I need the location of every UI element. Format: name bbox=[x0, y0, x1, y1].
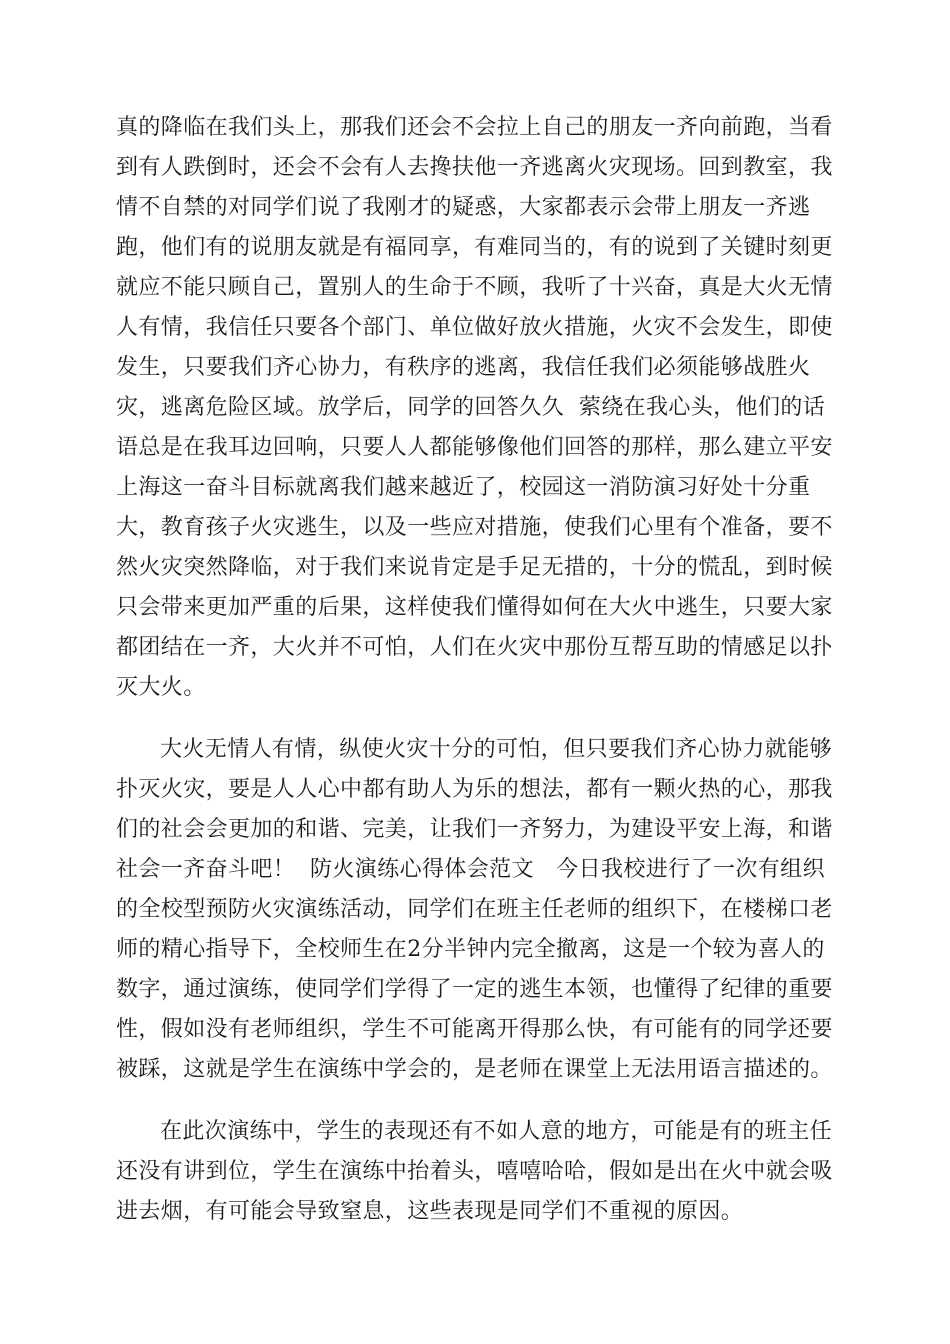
paragraph-line: 性，假如没有老师组织，学生不可能离开得那么快，有可能有的同学还要 bbox=[116, 1017, 833, 1042]
paragraph-line: 扑灭火灾，要是人人心中都有助人为乐的想法，都有一颗火热的心，那我 bbox=[116, 777, 833, 802]
paragraph-line: 大，教育孩子火灾逃生，以及一些应对措施，使我们心里有个准备，要不 bbox=[116, 515, 833, 540]
paragraph-line: 进去烟，有可能会导致窒息，这些表现是同学们不重视的原因。 bbox=[116, 1199, 744, 1224]
paragraph-line: 都团结在一齐，大火并不可怕，人们在火灾中那份互帮互助的情感足以扑 bbox=[116, 635, 833, 660]
paragraph-line: 然火灾突然降临，对于我们来说肯定是手足无措的，十分的慌乱，到时候 bbox=[116, 555, 833, 580]
paragraph-line: 跑，他们有的说朋友就是有福同享，有难同当的，有的说到了关键时刻更 bbox=[116, 235, 833, 260]
paragraph-line: 师的精心指导下，全校师生在2分半钟内完全撤离，这是一个较为喜人的 bbox=[116, 937, 825, 962]
paragraph-line: 只会带来更加严重的后果，这样使我们懂得如何在大火中逃生，只要大家 bbox=[116, 595, 833, 620]
paragraph-line: 们的社会会更加的和谐、完美，让我们一齐努力，为建设平安上海，和谐 bbox=[116, 817, 833, 842]
paragraph-line: 灭大火。 bbox=[116, 675, 206, 700]
paragraph-line: 上海这一奋斗目标就离我们越来越近了，校园这一消防演习好处十分重 bbox=[116, 475, 811, 500]
paragraph-line: 语总是在我耳边回响，只要人人都能够像他们回答的那样，那么建立平安 bbox=[116, 435, 833, 460]
paragraph-line: 还没有讲到位，学生在演练中抬着头，嘻嘻哈哈，假如是出在火中就会吸 bbox=[116, 1159, 833, 1184]
paragraph-line: 灾，逃离危险区域。放学后，同学的回答久久 萦绕在我心头，他们的话 bbox=[116, 395, 826, 420]
paragraph-line: 就应不能只顾自己，置别人的生命于不顾，我听了十兴奋，真是大火无情 bbox=[116, 275, 833, 300]
paragraph-line: 大火无情人有情，纵使火灾十分的可怕，但只要我们齐心协力就能够 bbox=[160, 737, 833, 762]
paragraph-line: 社会一齐奋斗吧！ 防火演练心得体会范文 今日我校进行了一次有组织 bbox=[116, 857, 825, 882]
paragraph-line: 在此次演练中，学生的表现还有不如人意的地方，可能是有的班主任 bbox=[160, 1119, 833, 1144]
paragraph-line: 发生，只要我们齐心协力，有秩序的逃离，我信任我们必须能够战胜火 bbox=[116, 355, 811, 380]
paragraph-line: 的全校型预防火灾演练活动，同学们在班主任老师的组织下，在楼梯口老 bbox=[116, 897, 833, 922]
paragraph-line: 被踩，这就是学生在演练中学会的，是老师在课堂上无法用语言描述的。 bbox=[116, 1057, 833, 1082]
paragraph-line: 情不自禁的对同学们说了我刚才的疑惑，大家都表示会带上朋友一齐逃 bbox=[116, 195, 811, 220]
paragraph-line: 到有人跌倒时，还会不会有人去搀扶他一齐逃离火灾现场。回到教室，我 bbox=[116, 155, 833, 180]
paragraph-line: 真的降临在我们头上，那我们还会不会拉上自己的朋友一齐向前跑，当看 bbox=[116, 115, 833, 140]
paragraph-line: 人有情，我信任只要各个部门、单位做好放火措施，火灾不会发生，即使 bbox=[116, 315, 833, 340]
paragraph-line: 数字，通过演练，使同学们学得了一定的逃生本领，也懂得了纪律的重要 bbox=[116, 977, 833, 1002]
